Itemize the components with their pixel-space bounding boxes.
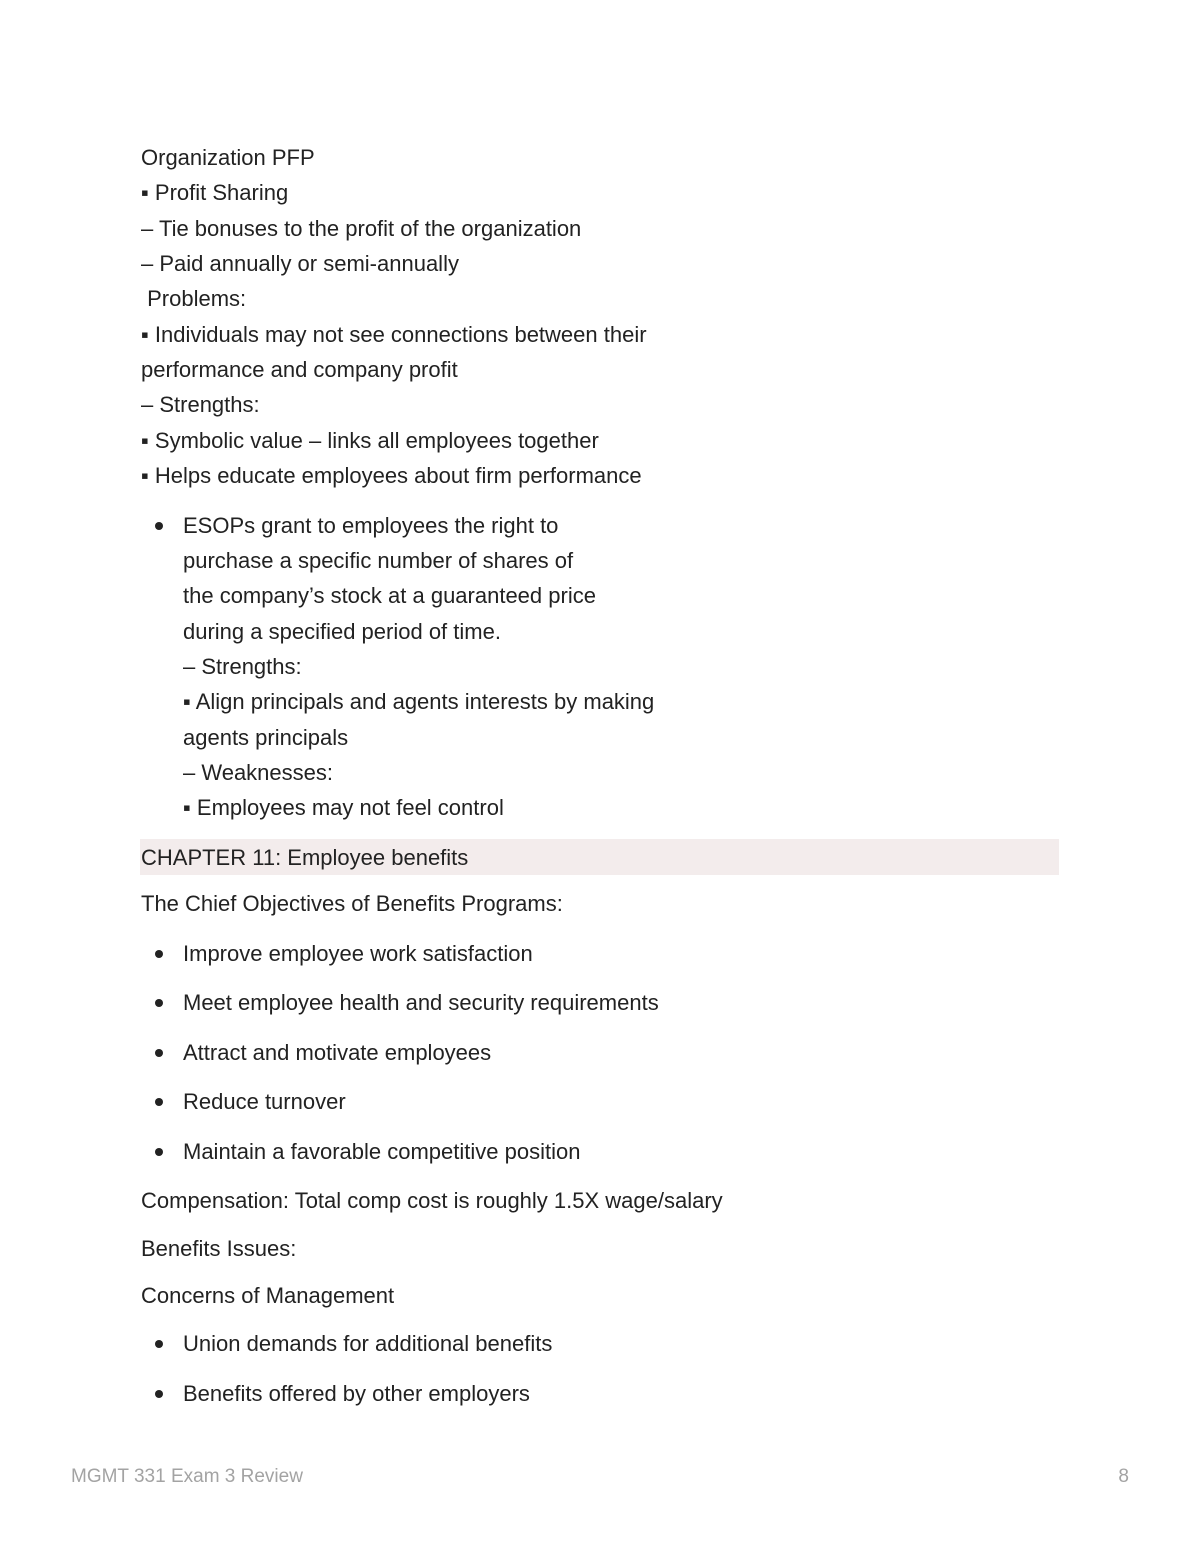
footer-title: MGMT 331 Exam 3 Review (71, 1466, 303, 1487)
tie-bonuses-item: – Tie bonuses to the profit of the organization (141, 216, 582, 241)
objective-list-item: Improve employee work satisfaction (183, 941, 533, 966)
esops-weaknesses-label: – Weaknesses: (183, 760, 334, 785)
strength-item: ▪ Helps educate employees about firm performance (141, 463, 642, 488)
strength-item: ▪ Symbolic value – links all employees together (141, 428, 599, 453)
bullet-icon (155, 1098, 163, 1106)
esops-line: purchase a specific number of shares of (183, 548, 574, 573)
objective-list-item: Meet employee health and security requirements (183, 990, 659, 1015)
concern-list-item: Union demands for additional benefits (183, 1331, 553, 1356)
bullet-icon (155, 1340, 163, 1348)
strengths-label: – Strengths: (141, 392, 260, 417)
esops-strength-line: agents principals (183, 725, 349, 750)
esops-weakness-item: ▪ Employees may not feel control (183, 795, 504, 820)
esops-line: during a specified period of time. (183, 619, 501, 644)
chapter-heading: CHAPTER 11: Employee benefits (141, 845, 469, 870)
problem-line: performance and company profit (141, 357, 458, 382)
problems-label: Problems: (141, 286, 247, 311)
esops-strengths-label: – Strengths: (183, 654, 302, 679)
objective-list-item: Attract and motivate employees (183, 1040, 492, 1065)
problem-line: ▪ Individuals may not see connections between their (141, 322, 647, 347)
objective-list-item: Maintain a favorable competitive position (183, 1139, 581, 1164)
bullet-icon (155, 522, 163, 530)
profit-sharing-item: ▪ Profit Sharing (141, 180, 289, 205)
esops-strength-line: ▪ Align principals and agents interests by making (183, 689, 655, 714)
objectives-heading: The Chief Objectives of Benefits Programs: (141, 891, 563, 916)
bullet-icon (155, 1049, 163, 1057)
section-title: Organization PFP (141, 145, 315, 170)
esops-line: ESOPs grant to employees the right to (183, 513, 559, 538)
benefits-issues-heading: Benefits Issues: (141, 1236, 297, 1261)
bullet-icon (155, 999, 163, 1007)
bullet-icon (155, 1390, 163, 1398)
concern-list-item: Benefits offered by other employers (183, 1381, 530, 1406)
bullet-icon (155, 1148, 163, 1156)
compensation-text: Compensation: Total comp cost is roughly 1.5X wage/salary (141, 1188, 723, 1213)
page-number: 8 (1118, 1466, 1129, 1487)
paid-annually-item: – Paid annually or semi-annually (141, 251, 459, 276)
objective-list-item: Reduce turnover (183, 1089, 346, 1114)
bullet-icon (155, 950, 163, 958)
concerns-heading: Concerns of Management (141, 1283, 395, 1308)
esops-line: the company’s stock at a guaranteed price (183, 583, 596, 608)
